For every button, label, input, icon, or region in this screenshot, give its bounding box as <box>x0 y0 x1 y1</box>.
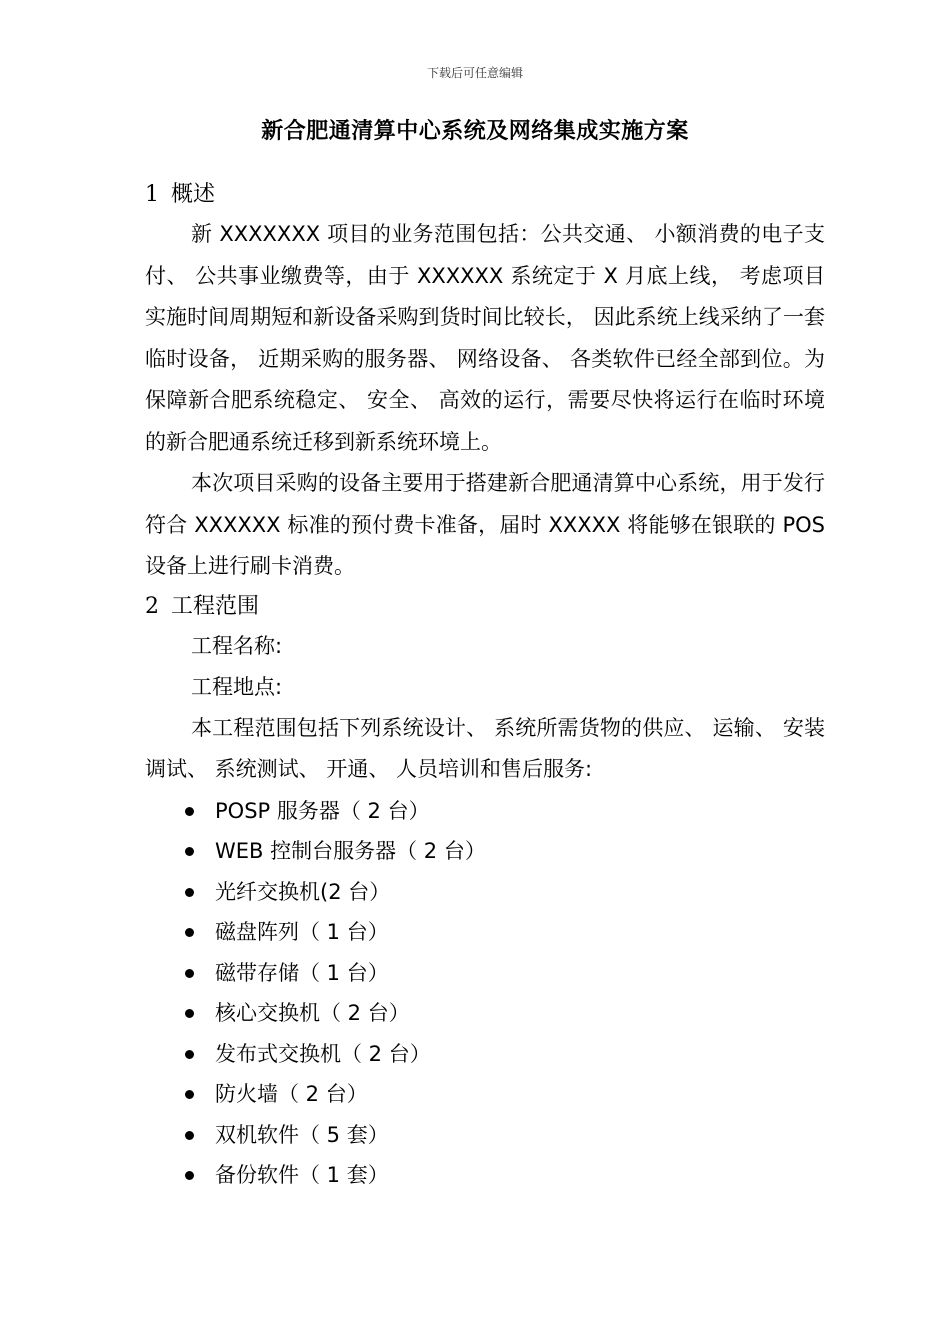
bullet-icon <box>185 969 194 978</box>
section-number: 1 <box>145 182 159 207</box>
list-item: POSP 服务器（ 2 台） <box>145 791 825 832</box>
list-item: 磁带存储（ 1 台） <box>145 953 825 994</box>
project-name-label: 工程名称: <box>191 633 283 658</box>
overview-paragraph-1: 新 XXXXXXX 项目的业务范围包括：公共交通、 小额消费的电子支付、 公共事业缴费等，由于 XXXXXX 系统定于 X 月底上线， 考虑项目实施时间周期短和新设备采购到货时间比较长， 因此系统上线采纳了一套临时设备， 近期采购的服务器、 网络设备、 各类软件已经全部到位。为保障新合肥系统稳定、 安全、 高效的运行，需要尽快将运行在临时环境的新合肥通系统迁移到新系统环境上。 <box>145 222 825 454</box>
bullet-icon <box>185 1009 194 1018</box>
section-title: 工程范围 <box>171 593 260 619</box>
section-title: 概述 <box>171 182 216 207</box>
list-item: 备份软件（ 1 套） <box>145 1155 825 1196</box>
list-item: 磁盘阵列（ 1 台） <box>145 912 825 953</box>
section-number: 2 <box>145 593 159 619</box>
document-body <box>145 176 825 1196</box>
list-item: 核心交换机（ 2 台） <box>145 993 825 1034</box>
section-heading-scope <box>145 588 825 626</box>
equipment-list <box>145 791 825 1196</box>
scope-paragraph: 本工程范围包括下列系统设计、 系统所需货物的供应、 运输、 安装调试、 系统测试、 开通、 人员培训和售后服务: <box>145 715 825 781</box>
bullet-icon <box>185 1050 194 1059</box>
overview-paragraph-2: 本次项目采购的设备主要用于搭建新合肥通清算中心系统，用于发行符合 XXXXXX 标准的预付费卡准备，届时 XXXXX 将能够在银联的 POS 设备上进行刷卡消费。 <box>145 471 825 578</box>
bullet-icon <box>185 1171 194 1180</box>
bullet-icon <box>185 928 194 937</box>
bullet-icon <box>185 1090 194 1099</box>
list-item: 发布式交换机（ 2 台） <box>145 1034 825 1075</box>
list-item: 双机软件（ 5 套） <box>145 1115 825 1156</box>
bullet-icon <box>185 888 194 897</box>
list-item: 光纤交换机(2 台） <box>145 872 825 913</box>
bullet-icon <box>185 1131 194 1140</box>
bullet-icon <box>185 847 194 856</box>
section-heading-overview <box>145 176 825 214</box>
bullet-icon <box>185 807 194 816</box>
list-item: WEB 控制台服务器（ 2 台） <box>145 831 825 872</box>
project-location-label: 工程地点: <box>191 674 283 699</box>
document-title: 新合肥通清算中心系统及网络集成实施方案 <box>261 119 689 144</box>
list-item: 防火墙（ 2 台） <box>145 1074 825 1115</box>
header-note: 下载后可任意编辑 <box>426 66 523 80</box>
